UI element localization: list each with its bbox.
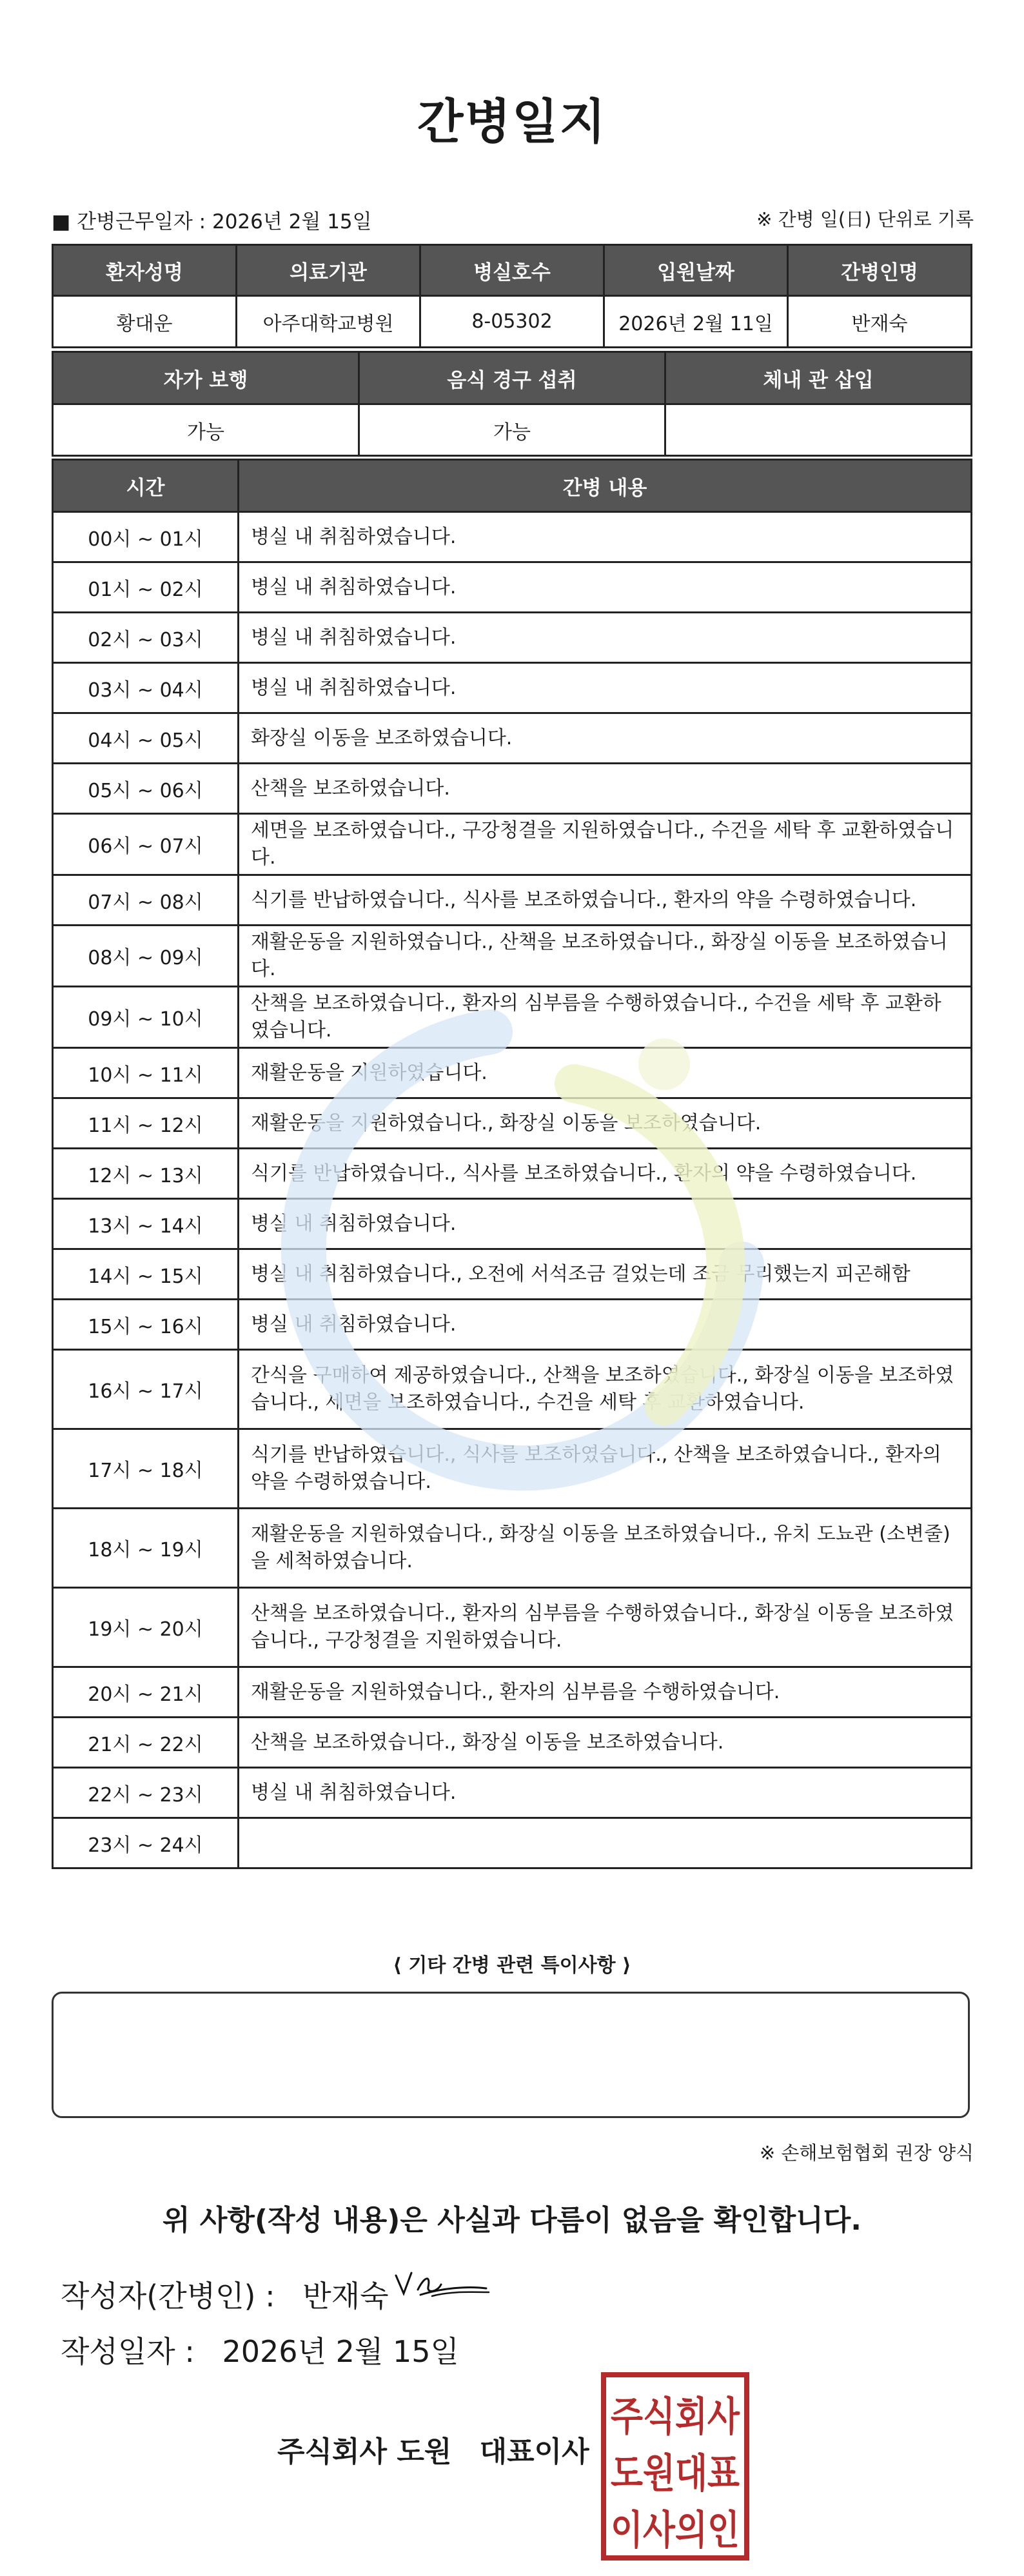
log-content: 병실 내 취침하였습니다. <box>239 1768 972 1818</box>
log-content: 간식을 구매하여 제공하였습니다., 산책을 보조하였습니다., 화장실 이동을 보조하였습니다., 세면을 보조하였습니다., 수건을 세탁 후 교환하였습니다. <box>239 1350 972 1429</box>
log-content: 식기를 반납하였습니다., 식사를 보조하였습니다., 환자의 약을 수령하였습니다. <box>239 1149 972 1199</box>
write-date-line <box>61 2328 459 2371</box>
log-time: 02시 ~ 03시 <box>53 613 239 663</box>
writer-line <box>61 2273 389 2315</box>
header-care-content: 간병 내용 <box>239 460 972 512</box>
special-notes-box <box>52 1992 970 2118</box>
header-walking: 자가 보행 <box>53 352 359 404</box>
writer-name: 반재숙 <box>302 2279 389 2313</box>
table-row <box>53 1718 972 1768</box>
write-date-label: 작성일자 : <box>61 2334 195 2369</box>
table-row <box>53 1300 972 1350</box>
log-content: 식기를 반납하였습니다., 식사를 보조하였습니다., 환자의 약을 수령하였습니다. <box>239 875 972 926</box>
table-row <box>53 1509 972 1588</box>
table-row <box>53 562 972 613</box>
hospital: 아주대학교병원 <box>237 296 420 348</box>
table-row <box>53 1149 972 1199</box>
svg-text:도원대표: 도원대표 <box>611 2450 740 2497</box>
oral-intake-value: 가능 <box>359 404 665 456</box>
table-row <box>53 1588 972 1667</box>
header-patient-name: 환자성명 <box>53 245 237 296</box>
table-row <box>53 613 972 663</box>
room-number: 8-05302 <box>420 296 604 348</box>
table-row <box>53 1818 972 1868</box>
care-log-body <box>53 512 972 1868</box>
svg-text:주식회사: 주식회사 <box>611 2393 740 2440</box>
log-time: 05시 ~ 06시 <box>53 764 239 814</box>
company-name: 주식회사 도원 <box>277 2435 452 2468</box>
log-time: 16시 ~ 17시 <box>53 1350 239 1429</box>
log-content: 재활운동을 지원하였습니다., 환자의 심부름을 수행하였습니다. <box>239 1667 972 1718</box>
table-row <box>53 764 972 814</box>
table-row <box>53 1768 972 1818</box>
patient-info-table <box>52 244 972 348</box>
log-content: 재활운동을 지원하였습니다., 산책을 보조하였습니다., 화장실 이동을 보조하였습니다. <box>239 926 972 987</box>
log-time: 22시 ~ 23시 <box>53 1768 239 1818</box>
insurer-note: ※ 손해보험협회 권장 양식 <box>759 2142 974 2164</box>
header-room-number: 병실호수 <box>420 245 604 296</box>
table-row <box>53 1667 972 1718</box>
log-time: 00시 ~ 01시 <box>53 512 239 562</box>
log-content: 병실 내 취침하였습니다. <box>239 512 972 562</box>
log-content: 병실 내 취침하였습니다., 오전에 서석조금 걸었는데 조금 무리했는지 피곤해함 <box>239 1249 972 1300</box>
admission-date: 2026년 2월 11일 <box>604 296 788 348</box>
log-time: 19시 ~ 20시 <box>53 1588 239 1667</box>
log-content: 재활운동을 지원하였습니다., 화장실 이동을 보조하였습니다., 유치 도뇨관 (소변줄)을 세척하였습니다. <box>239 1509 972 1588</box>
company-line <box>277 2428 589 2470</box>
table-row <box>53 663 972 713</box>
work-date-value: 2026년 2월 15일 <box>212 210 372 233</box>
table-row <box>53 713 972 764</box>
svg-text:이사의인: 이사의인 <box>611 2506 740 2553</box>
work-date-label: ■ 간병근무일자 : <box>52 210 206 233</box>
header-caregiver-name: 간병인명 <box>788 245 972 296</box>
header-time: 시간 <box>53 460 239 512</box>
log-content: 재활운동을 지원하였습니다., 화장실 이동을 보조하였습니다. <box>239 1098 972 1149</box>
log-time: 08시 ~ 09시 <box>53 926 239 987</box>
log-time: 11시 ~ 12시 <box>53 1098 239 1149</box>
log-time: 12시 ~ 13시 <box>53 1149 239 1199</box>
log-content <box>239 1818 972 1868</box>
patient-name: 황대운 <box>53 296 237 348</box>
caregiver-name: 반재숙 <box>788 296 972 348</box>
table-row <box>53 1249 972 1300</box>
log-content: 재활운동을 지원하였습니다. <box>239 1048 972 1098</box>
table-row <box>53 987 972 1048</box>
log-time: 06시 ~ 07시 <box>53 814 239 875</box>
log-content: 식기를 반납하였습니다., 식사를 보조하였습니다., 산책을 보조하였습니다., 환자의 약을 수령하였습니다. <box>239 1429 972 1509</box>
table-row <box>53 512 972 562</box>
care-log-table <box>52 459 972 1869</box>
log-time: 04시 ~ 05시 <box>53 713 239 764</box>
log-content: 산책을 보조하였습니다., 환자의 심부름을 수행하였습니다., 수건을 세탁 후 교환하였습니다. <box>239 987 972 1048</box>
log-time: 20시 ~ 21시 <box>53 1667 239 1718</box>
write-date-value: 2026년 2월 15일 <box>222 2334 459 2369</box>
log-time: 03시 ~ 04시 <box>53 663 239 713</box>
table-row <box>53 1429 972 1509</box>
log-time: 13시 ~ 14시 <box>53 1199 239 1249</box>
table-row <box>53 1098 972 1149</box>
log-content: 병실 내 취침하였습니다. <box>239 663 972 713</box>
work-date <box>52 205 372 234</box>
log-content: 병실 내 취침하였습니다. <box>239 562 972 613</box>
log-content: 산책을 보조하였습니다., 화장실 이동을 보조하였습니다. <box>239 1718 972 1768</box>
log-time: 09시 ~ 10시 <box>53 987 239 1048</box>
unit-note: ※ 간병 일(日) 단위로 기록 <box>756 208 974 230</box>
log-time: 18시 ~ 19시 <box>53 1509 239 1588</box>
table-row <box>53 1199 972 1249</box>
log-time: 23시 ~ 24시 <box>53 1818 239 1868</box>
company-ceo-title: 대표이사 <box>479 2435 589 2468</box>
table-row <box>53 814 972 875</box>
table-row <box>53 1048 972 1098</box>
log-content: 병실 내 취침하였습니다. <box>239 1199 972 1249</box>
tube-insertion-value <box>665 404 972 456</box>
writer-label: 작성자(간병인) : <box>61 2279 275 2313</box>
header-admission-date: 입원날짜 <box>604 245 788 296</box>
log-content: 병실 내 취침하였습니다. <box>239 613 972 663</box>
special-notes-title: ⟨ 기타 간병 관련 특이사항 ⟩ <box>393 1954 631 1977</box>
log-time: 01시 ~ 02시 <box>53 562 239 613</box>
page-title: 간병일지 <box>417 94 607 150</box>
log-content: 산책을 보조하였습니다., 환자의 심부름을 수행하였습니다., 화장실 이동을 보조하였습니다., 구강청결을 지원하였습니다. <box>239 1588 972 1667</box>
confirmation-statement: 위 사항(작성 내용)은 사실과 다름이 없음을 확인합니다. <box>162 2204 862 2237</box>
log-time: 15시 ~ 16시 <box>53 1300 239 1350</box>
log-content: 세면을 보조하였습니다., 구강청결을 지원하였습니다., 수건을 세탁 후 교환하였습니다. <box>239 814 972 875</box>
log-content: 산책을 보조하였습니다. <box>239 764 972 814</box>
company-seal-icon <box>600 2371 751 2562</box>
header-tube-insertion: 체내 관 삽입 <box>665 352 972 404</box>
log-time: 14시 ~ 15시 <box>53 1249 239 1300</box>
log-time: 17시 ~ 18시 <box>53 1429 239 1509</box>
table-row <box>53 1350 972 1429</box>
log-time: 21시 ~ 22시 <box>53 1718 239 1768</box>
log-time: 07시 ~ 08시 <box>53 875 239 926</box>
header-hospital: 의료기관 <box>237 245 420 296</box>
log-content: 병실 내 취침하였습니다. <box>239 1300 972 1350</box>
table-row <box>53 926 972 987</box>
table-row <box>53 875 972 926</box>
log-time: 10시 ~ 11시 <box>53 1048 239 1098</box>
patient-ability-table <box>52 351 972 457</box>
walking-value: 가능 <box>53 404 359 456</box>
log-content: 화장실 이동을 보조하였습니다. <box>239 713 972 764</box>
header-oral-intake: 음식 경구 섭취 <box>359 352 665 404</box>
signature-icon <box>389 2264 493 2309</box>
